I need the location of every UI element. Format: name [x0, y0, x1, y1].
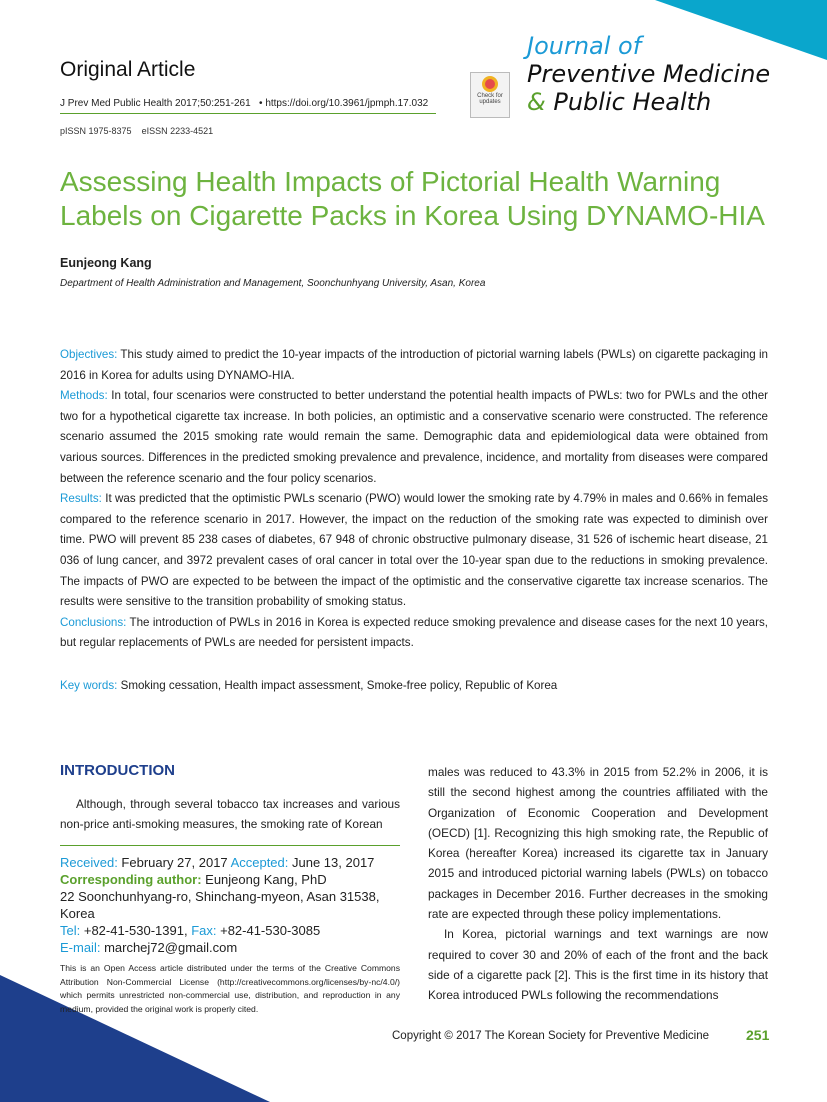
tel: +82-41-530-1391, — [80, 923, 192, 938]
text: It was predicted that the optimistic PWLs scenario (PWO) would lower the smoking rate by 4.79% in males and 0.66% in females compared to the reference scenario in 2017. However, the impact on the reduction of the smoking rate was expected to diminish over time. PWO will prevent 85 238 cases of diabetes, 67 948 of chronic obstructive pulmonary disease, 31 526 of ischemic heart disease, 21 036 of lung cancer, and 3972 prevalent cases of oral cancer in total over the 10-year span due to the reductions in smoking prevalence. The impacts of PWO are expected to be between the impact of the optimistic and the conservative cigarette tax increase scenarios. The results were sensitive to the transition probability of smoking status. — [60, 492, 768, 609]
journal-line3: Public Health — [553, 88, 712, 116]
corresponding-label: Corresponding author: — [60, 872, 202, 887]
left-column — [60, 794, 400, 835]
abstract-conclusions — [60, 613, 768, 654]
abstract-results — [60, 489, 768, 613]
accepted-date: June 13, 2017 — [288, 855, 375, 870]
article-title: Assessing Health Impacts of Pictorial Health Warning Labels on Cigarette Packs in Korea Using DYNAMO-HIA — [60, 166, 765, 231]
fax: +82-41-530-3085 — [216, 923, 321, 938]
doi-link[interactable]: https://doi.org/10.3961/jpmph.17.032 — [265, 98, 429, 109]
paragraph: In Korea, pictorial warnings and text warnings are now required to cover 30 and 20% of each of the front and the back side of a cigarette pack [2]. This is the first time in its history that Korea introduced PWLs following the recommendations — [428, 927, 768, 1003]
journal-line2: Preventive Medicine — [527, 60, 771, 88]
label: Results: — [60, 492, 102, 506]
tel-label: Tel: — [60, 923, 81, 938]
keywords-label: Key words: — [60, 679, 118, 692]
section-heading: INTRODUCTION — [60, 762, 175, 779]
article-type: Original Article — [60, 58, 196, 81]
label: Objectives: — [60, 348, 118, 361]
affiliation: Department of Health Administration and Management, Soonchunhyang University, Asan, Korea — [60, 278, 486, 289]
crossmark-button[interactable] — [470, 72, 510, 118]
text: This study aimed to predict the 10-year impacts of the introduction of pictorial warning labels (PWLs) on cigarette packaging in 2016 in Korea for adults using DYNAMO-HIA. — [60, 348, 768, 382]
pissn: pISSN 1975-8375 — [60, 126, 132, 136]
fax-label: Fax: — [191, 923, 217, 938]
paragraph: males was reduced to 43.3% in 2015 from 52.2% in 2006, it is still the second highest among the countries affiliated with the Organization of Economic Cooperation and Development (OECD) [1]. Recognizing this high smoking rate, the Republic of Korea (hereafter Korea) increased its cigarette tax in January 2015 and introduced pictorial warning labels (PWLs) on tobacco packages in December 2016. Further decreases in the smoking rate are expected through these policy implementations. — [428, 765, 768, 922]
page-number: 251 — [746, 1027, 770, 1043]
received-date: February 27, 2017 — [117, 855, 231, 870]
text: In total, four scenarios were constructed to better understand the potential health impacts of PWLs: two for PWLs and the other two for a hypothetical cigarette tax increase. In both policies, an optimistic and a conservative scenario were constructed. The reference scenario assumed the 2015 smoking rate would remain the same. Demographic data and epidemiological data were obtained from various sources. Differences in the predicted smoking prevalence and prevalence, incidence, and mortality from diseases were compared between the reference scenario and the four policy scenarios. — [60, 389, 768, 485]
citation-line: J Prev Med Public Health 2017;50:251-261 • https://doi.org/10.3961/jpmph.17.032 — [60, 98, 436, 114]
keywords — [60, 679, 557, 692]
eissn: eISSN 2233-4521 — [141, 126, 214, 136]
right-column — [428, 762, 768, 1006]
label: Conclusions: — [60, 615, 127, 629]
text: The introduction of PWLs in 2016 in Korea is expected reduce smoking prevalence and disease cases for the next 10 years, but regular replacements of PWLs are needed for persistent impacts. — [60, 615, 768, 650]
email-link[interactable]: marchej72@gmail.com — [100, 940, 238, 955]
issn-line — [60, 126, 213, 136]
keywords-text: Smoking cessation, Health impact assessment, Smoke-free policy, Republic of Korea — [117, 679, 558, 692]
crossmark-icon — [482, 76, 498, 92]
copyright: Copyright © 2017 The Korean Society for Preventive Medicine — [392, 1030, 710, 1042]
crossmark-label: Check for updates — [477, 93, 503, 105]
article-info-box — [60, 845, 400, 1016]
received-label: Received: — [60, 855, 118, 870]
citation: J Prev Med Public Health 2017;50:251-261 — [60, 98, 251, 109]
journal-amp: & — [527, 88, 546, 116]
journal-logo — [527, 32, 770, 116]
abstract-methods — [60, 386, 768, 489]
label: Methods: — [60, 389, 108, 403]
email-label: E-mail: — [60, 940, 101, 955]
address: 22 Soonchunhyang-ro, Shinchang-myeon, Asan 31538, Korea — [60, 889, 380, 921]
author: Eunjeong Kang — [60, 256, 152, 270]
abstract — [60, 345, 768, 654]
paragraph: Although, through several tobacco tax increases and various non-price anti-smoking measures, the smoking rate of Korean — [60, 797, 400, 832]
abstract-objectives — [60, 345, 768, 386]
corresponding-name: Eunjeong Kang, PhD — [201, 872, 327, 887]
license-text: This is an Open Access article distributed under the terms of the Creative Commons Attribution Non-Commercial License (http://creativecommons.org/licenses/by-nc/4.0/) which permits unrestricted non-commercial use, distribution, and reproduction in any medium, provided the original work is properly cited. — [60, 963, 400, 1014]
accepted-label: Accepted: — [230, 855, 289, 870]
journal-line1: Journal of — [527, 32, 642, 60]
